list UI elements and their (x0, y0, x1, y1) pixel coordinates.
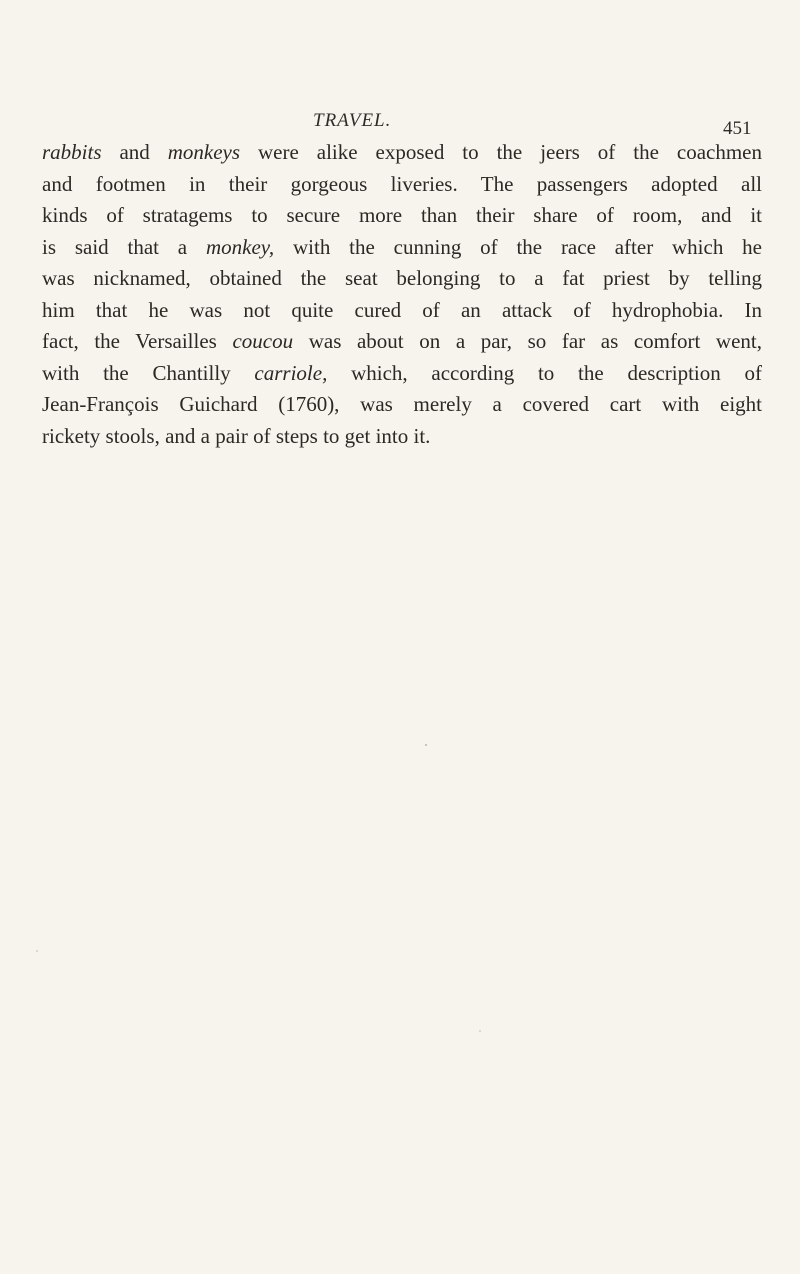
page-number: 451 (723, 118, 752, 139)
text-line (42, 200, 762, 232)
text-line (42, 137, 762, 169)
text-run: which, according to the description of (327, 360, 763, 385)
text-run: rickety stools, and a pair of steps to get into it. (42, 423, 431, 448)
paper-speck (479, 1030, 481, 1032)
text-line (42, 169, 762, 201)
text-run: was about on a par, so far as comfort went, (293, 329, 762, 353)
italic-term: monkey, (205, 234, 275, 259)
text-line (42, 358, 762, 390)
text-line (42, 389, 762, 421)
italic-term: carriole, (254, 360, 328, 385)
text-run: and (101, 140, 168, 164)
text-run: were alike exposed to the jeers of the coachmen (240, 140, 762, 164)
text-line (42, 326, 762, 358)
body-paragraph (42, 137, 762, 452)
text-run: was nicknamed, obtained the seat belonging to a fat priest by telling (42, 266, 762, 290)
text-line (42, 232, 762, 264)
running-title: TRAVEL. (313, 110, 392, 131)
paper-speck (425, 744, 427, 746)
italic-term: coucou (232, 329, 294, 353)
text-line (42, 421, 762, 453)
text-line (42, 295, 762, 327)
text-run: and footmen in their gorgeous liveries. The passengers adopted all (42, 171, 762, 196)
italic-term: rabbits (42, 140, 102, 164)
text-run: is said that a (42, 234, 206, 259)
italic-term: monkeys (167, 140, 241, 164)
text-run: kinds of stratagems to secure more than their share of room, and it (42, 203, 762, 227)
text-run: Jean-François Guichard (1760), was merely a covered cart with eight (42, 392, 762, 416)
text-run: fact, the Versailles (42, 329, 233, 353)
text-run: with the cunning of the race after which he (274, 234, 762, 259)
running-head (0, 108, 800, 138)
text-line (42, 263, 762, 295)
text-run: him that he was not quite cured of an attack of hydrophobia. In (42, 297, 762, 322)
paper-speck (36, 950, 38, 952)
text-run: with the Chantilly (42, 360, 255, 385)
